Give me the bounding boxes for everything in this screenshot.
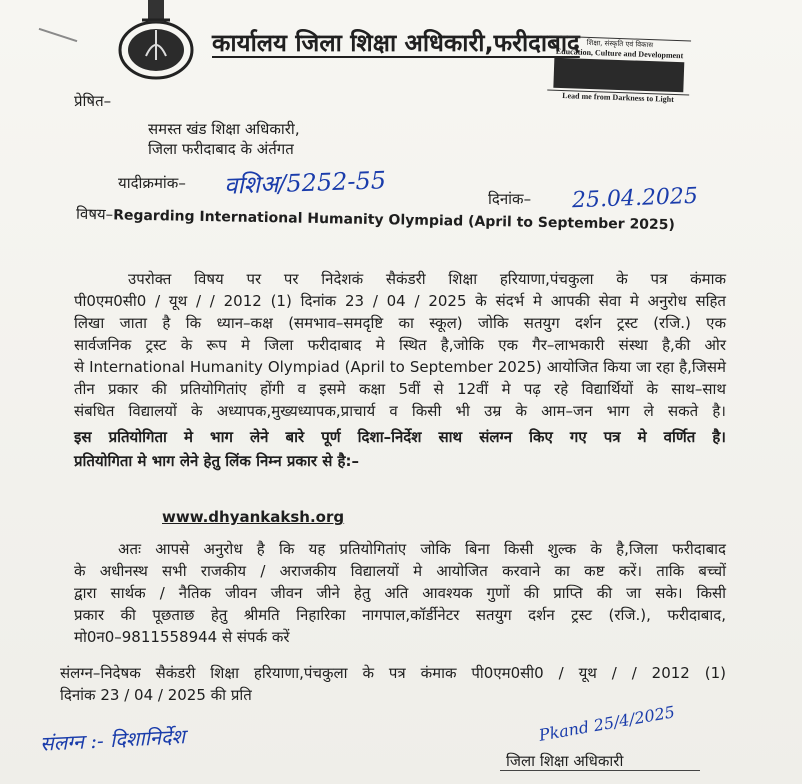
body-line: पी0एम0सी0 / यूथ / / 2012 (1) दिनांक 23 / 04 / 2025 के संदर्भ मे आपकी सेवा मे अनुरोध सहित bbox=[74, 292, 726, 310]
department-stamp bbox=[547, 36, 691, 105]
reference-label: यादीक्रमांक– bbox=[118, 174, 186, 192]
body-line: तीन प्रकार की प्रतियोगितांए होंगी व इसमे कक्षा 5वीं से 12वीं मे पढ़ रहे विद्यार्थियों के साथ–साथ bbox=[74, 380, 726, 398]
office-title: कार्यालय जिला शिक्षा अधिकारी,फरीदाबाद bbox=[212, 29, 580, 57]
dept-motto: Lead me from Darkness to Light bbox=[547, 90, 689, 105]
body-line: से International Humanity Olympiad (April to September 2025) आयोजित किया जा रहा है,जिसमे bbox=[74, 358, 726, 376]
body-line: लिखा जाता है कि ध्यान–कक्ष (समभाव–समदृष्टि का स्कूल) जोकि सतयुग दर्शन ट्रस्ट (रजि.) एक bbox=[74, 314, 726, 332]
website-link[interactable]: www.dhyankaksh.org bbox=[162, 508, 345, 526]
body-line-bold: प्रतियोगिता मे भाग लेने हेतु लिंक निम्न प्रकार से है:– bbox=[74, 452, 360, 470]
dept-logo bbox=[553, 58, 684, 93]
recipient-line-1: समस्त खंड शिक्षा अधिकारी, bbox=[148, 120, 300, 138]
reference-number: वशिअ/5252-55 bbox=[223, 166, 387, 200]
haryana-emblem-icon bbox=[110, 0, 202, 80]
body-line: संबधित विद्यालयों के अध्यापक,मुख्यध्यापक,प्राचार्य व किसी भी उम्र के आम–जन भाग ले सकते है। bbox=[74, 402, 726, 420]
date-label: दिनांक– bbox=[488, 190, 532, 208]
enclosure-date: दिनांक 23 / 04 / 2025 की प्रति bbox=[60, 686, 252, 704]
dept-english: Education, Culture and Development bbox=[555, 46, 684, 61]
body-line: सार्वजनिक ट्रस्ट के रूप मे जिला फरीदाबाद मे स्थित है,जोकि एक गैर–लाभकारी संस्था है,की ओर bbox=[74, 336, 726, 354]
subject-text: Regarding International Humanity Olympiad (April to September 2025) bbox=[113, 207, 676, 234]
body-line: के अधीनस्थ सभी राजकीय / अराजकीय विद्यालयों मे आयोजित करवाने का कष्ट करें। ताकि बच्चों bbox=[74, 562, 726, 580]
subject-label: विषय– bbox=[75, 204, 114, 224]
body-line: उपरोक्त विषय पर पर निदेशकं सैकंडरी शिक्षा हरियाणा,पंचकुला के पत्र कंमाक bbox=[128, 270, 726, 288]
enclosure-line: संलग्न–निदेषक सैकंडरी शिक्षा हरियाणा,पंचकुला के पत्र कंमाक पी0एम0सी0 / यूथ / / 2012 (1) bbox=[60, 664, 726, 682]
signature-line bbox=[500, 770, 700, 771]
body-line: मो0न0–9811558944 से संपर्क करें bbox=[74, 628, 290, 646]
body-line: अतः आपसे अनुरोध है कि यह प्रतियोगितांए जोकि बिना किसी शुल्क के है,जिला फरीदाबाद bbox=[118, 540, 726, 558]
scan-mark bbox=[39, 28, 78, 42]
recipient-label: प्रेषित– bbox=[74, 92, 112, 110]
signatory-designation: जिला शिक्षा अधिकारी bbox=[506, 752, 624, 770]
body-line-bold: इस प्रतियोगिता मे भाग लेने बारे पूर्ण दिशा–निर्देश साथ संलग्न किए गए पत्र मे वर्णित है। bbox=[74, 428, 726, 446]
body-line: द्वारा सार्थक / नैतिक जीवन जीवन जीने हेतु अति आवश्यक गुणों की प्राप्ति की जा सके। किसी bbox=[74, 584, 726, 602]
letter-date: 25.04.2025 bbox=[571, 183, 699, 214]
handwritten-enclosure-note: संलग्न :- दिशानिर्देश bbox=[39, 724, 186, 756]
body-line: प्रकार की पूछताछ हेतु श्रीमति निहारिका नागपाल,कॉर्डीनेटर सतयुग दर्शन ट्रस्ट (रजि.), फरीदाबाद, bbox=[74, 606, 726, 624]
signature-initials: Pkand 25/4/2025 bbox=[537, 702, 677, 745]
recipient-line-2: जिला फरीदाबाद के अंर्तगत bbox=[148, 140, 294, 158]
dept-hindi: शिक्षा, संस्कृति एवं विकास bbox=[549, 36, 691, 52]
